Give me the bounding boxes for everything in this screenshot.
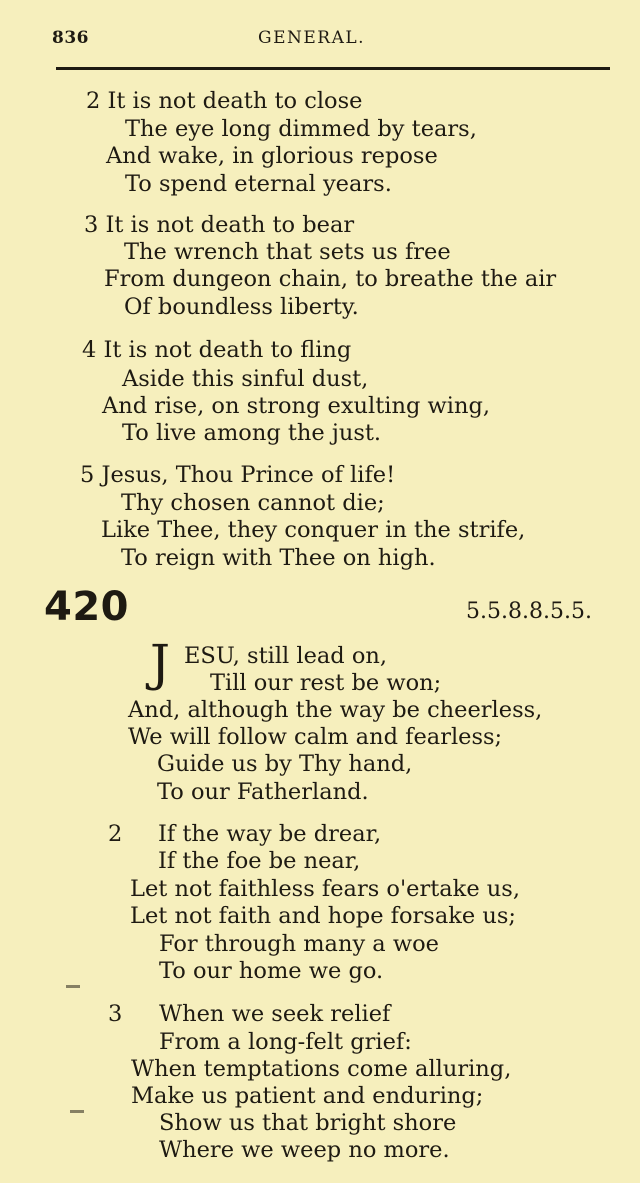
verse-line: Guide us by Thy hand, (157, 751, 413, 777)
verse-line: To spend eternal years. (125, 171, 392, 197)
verse-line: If the way be drear, (158, 821, 382, 847)
stanza-number: 2 (108, 821, 123, 847)
hymn-number: 420 (44, 584, 129, 630)
page-number: 836 (52, 28, 89, 48)
margin-mark (66, 985, 80, 988)
verse-line: We will follow calm and fearless; (128, 724, 503, 750)
verse-line: Till our rest be won; (210, 670, 442, 696)
verse-line: Aside this sinful dust, (122, 366, 369, 392)
verse-line: Show us that bright shore (159, 1110, 457, 1136)
verse-line: From dungeon chain, to breathe the air (104, 266, 557, 292)
verse-line: Where we weep no more. (159, 1137, 450, 1163)
verse-line: Let not faith and hope forsake us; (130, 903, 516, 929)
verse-line: Thy chosen cannot die; (121, 490, 385, 516)
verse-line: 3 It is not death to bear (84, 212, 355, 238)
verse-line: When we seek relief (159, 1001, 391, 1027)
verse-line: If the foe be near, (158, 848, 361, 874)
verse-line: To our home we go. (159, 958, 384, 984)
verse-line: From a long-felt grief: (159, 1029, 412, 1055)
verse-line: The eye long dimmed by tears, (125, 116, 477, 142)
verse-line: 4 It is not death to fling (82, 337, 352, 363)
verse-line: When temptations come alluring, (131, 1056, 512, 1082)
verse-line: And rise, on strong exulting wing, (102, 393, 491, 419)
hymn-meter: 5.5.8.8.5.5. (466, 599, 592, 624)
verse-line: Like Thee, they conquer in the strife, (101, 517, 526, 543)
header-rule (56, 67, 610, 70)
verse-line: To live among the just. (122, 420, 382, 446)
verse-line: Make us patient and enduring; (131, 1083, 484, 1109)
running-head: GENERAL. (258, 28, 366, 48)
drop-cap: J (150, 634, 171, 692)
stanza-number: 3 (108, 1001, 123, 1027)
verse-line: To our Fatherland. (157, 779, 369, 805)
verse-line: Of boundless liberty. (124, 294, 359, 320)
verse-line: And, although the way be cheerless, (128, 697, 543, 723)
verse-line: 5 Jesus, Thou Prince of life! (80, 462, 396, 488)
verse-line: For through many a woe (159, 931, 439, 957)
verse-line: 2 It is not death to close (86, 88, 363, 114)
verse-line: The wrench that sets us free (124, 239, 451, 265)
verse-line: To reign with Thee on high. (121, 545, 436, 571)
verse-line: And wake, in glorious repose (106, 143, 438, 169)
verse-line: ESU, still lead on, (184, 643, 388, 669)
page-header (0, 24, 640, 54)
verse-line: Let not faithless fears o'ertake us, (130, 876, 520, 902)
margin-mark (70, 1110, 84, 1113)
